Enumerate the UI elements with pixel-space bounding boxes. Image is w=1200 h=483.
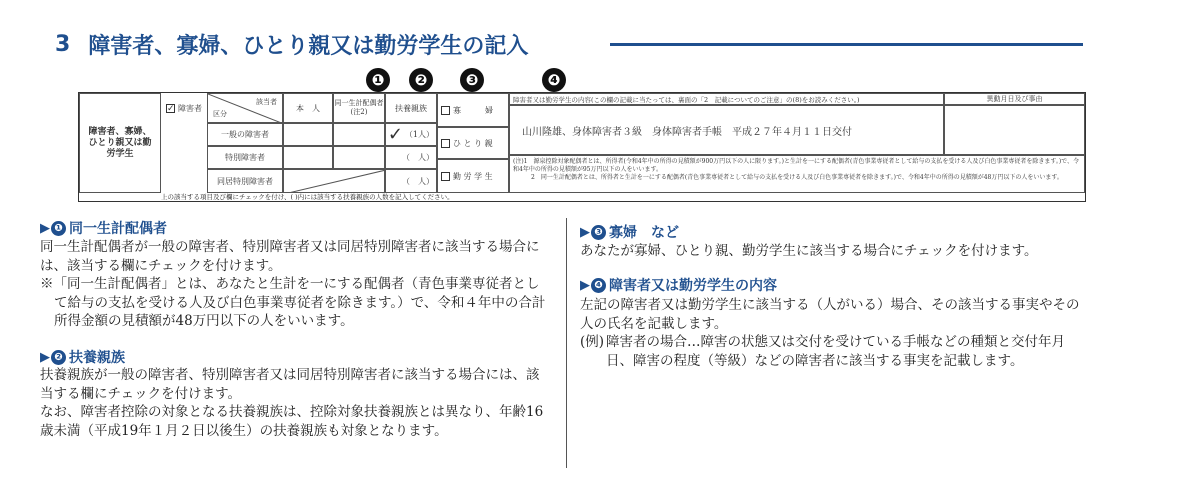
section-4-p2: 障害者の場合…障害の状態又は交付を受けている手帳などの種類と交付年月日、障害の程度（等級）などの障害者に該当する事実を記載します。 [606, 334, 1066, 369]
section-3-title [580, 222, 679, 242]
option-hitorioya-box [441, 139, 450, 148]
header-kubun: 区分 [213, 110, 227, 118]
badge-1: ❶ [51, 221, 66, 236]
fuyo-count-1: （1人） [404, 130, 434, 139]
heading-rule [610, 43, 1083, 46]
section-1-title [40, 218, 167, 238]
footnote-2: 2 同一生計配偶者とは、所得者と生計を一にする配偶者(青色事業専従者として給与の支払を受ける人及び白色事業専従者を除きます。)で、令和4年中の所得の見積額が48万円以下の人をいいます。 [531, 174, 1063, 181]
cell-fuyo-1[interactable] [385, 123, 437, 146]
row-ippan: 一般の障害者 [207, 123, 283, 146]
section-heading [55, 22, 528, 66]
triangle-icon: ▶ [40, 349, 50, 365]
section-2-title [40, 347, 125, 367]
option-kafu-label: 寡 婦 [453, 105, 493, 115]
option-kafu-box [441, 106, 450, 115]
section-4-title-text: 障害者又は勤労学生の内容 [609, 278, 777, 294]
cell-haigusha-1[interactable] [333, 123, 385, 146]
triangle-icon: ▶ [580, 224, 590, 240]
column-divider [566, 218, 567, 468]
content-header: 障害者又は勤労学生の内容(この欄の記載に当たっては、裏面の「2 記載についてのご注意」の(8)をお読みください。) [509, 93, 944, 105]
change-value[interactable] [944, 105, 1085, 155]
row-dokyo: 同居特別障害者 [207, 169, 283, 193]
bottom-note: 上の該当する項目及び欄にチェックを付け、( )内には該当する扶養親族の人数を記入してください。 [161, 193, 454, 201]
cell-honnin-haigusha-3 [283, 169, 385, 193]
triangle-icon: ▶ [580, 277, 590, 293]
section-1-title-text: 同一生計配偶者 [69, 221, 167, 237]
marker-4: ❹ [542, 68, 566, 92]
checkbox-mark [166, 104, 175, 113]
cell-fuyo-2[interactable] [385, 146, 437, 169]
header-haigusha: 同一生計配偶者(注2) [333, 93, 385, 123]
section-3-title-text: 寡婦 など [609, 225, 679, 241]
header-fuyo: 扶養親族 [385, 93, 437, 123]
fuyo-count-3: （ 人） [402, 176, 434, 186]
section-3-body [580, 242, 1100, 261]
section-2-p1: 扶養親族が一般の障害者、特別障害者又は同居特別障害者に該当する場合には、該当する欄にチェックを付けます。 [40, 367, 540, 402]
header-diagonal-cell [207, 93, 283, 123]
marker-3: ❸ [460, 68, 484, 92]
heading-title: 障害者、寡婦、ひとり親又は勤労学生の記入 [88, 33, 529, 59]
cell-fuyo-3[interactable] [385, 169, 437, 193]
declaration-form [78, 92, 1086, 202]
section-4-p1: 左記の障害者又は勤労学生に該当する（人がいる）場合、その該当する事実やその人の氏名を記載します。 [580, 297, 1080, 332]
marker-2: ❷ [409, 68, 433, 92]
section-2-p2: なお、障害者控除の対象となる扶養親族は、控除対象扶養親族とは異なり、年齢16歳未満（平成19年１月２日以後生）の扶養親族も対象となります。 [40, 404, 544, 439]
badge-4: ❹ [591, 278, 606, 293]
option-hitorioya-label: ひ と り 親 [453, 138, 493, 148]
cell-haigusha-2[interactable] [333, 146, 385, 169]
cell-honnin-1[interactable] [283, 123, 333, 146]
section-1-p1: 同一生計配偶者が一般の障害者、特別障害者又は同居特別障害者に該当する場合には、該当する欄にチェックを付けます。 [40, 239, 540, 274]
section-3-p1: あなたが寡婦、ひとり親、勤労学生に該当する場合にチェックを付けます。 [580, 243, 1038, 259]
content-value[interactable]: 山川隆雄、身体障害者３級 身体障害者手帳 平成２７年４月１１日交付 [509, 105, 944, 155]
disability-checkbox[interactable] [161, 93, 207, 123]
diagonal-line-2 [284, 170, 385, 193]
badge-2: ❷ [51, 350, 66, 365]
option-kafu[interactable] [437, 93, 509, 127]
header-honnin: 本 人 [283, 93, 333, 123]
option-kinro[interactable] [437, 159, 509, 193]
footnotes [509, 155, 1085, 193]
section-2-body [40, 366, 552, 440]
fuyo-count-2: （ 人） [402, 153, 434, 162]
option-kinro-box [441, 172, 450, 181]
marker-1: ❶ [366, 68, 390, 92]
section-1-body [40, 238, 552, 331]
triangle-icon: ▶ [40, 220, 50, 236]
checkbox-label: 障害者 [178, 103, 202, 113]
section-1-p2: ※「同一生計配偶者」とは、あなたと生計を一にする配偶者（青色事業専従者として給与の支払を受ける人及び白色事業専従者を除きます。）で、令和４年中の合計所得金額の見積額が48万円以下の人をいいます。 [40, 276, 546, 329]
section-2-title-text: 扶養親族 [69, 350, 125, 366]
check-mark: ✓ [387, 124, 403, 145]
section-4-body [580, 296, 1080, 370]
option-kinro-label: 勤 労 学 生 [453, 171, 493, 181]
footnote-1: (注)1 源泉控除対象配偶者とは、所得者(令和4年中の所得の見積額が900万円以下の人に限ります。)と生計を一にする配偶者(青色事業専従者として給与の支払を受ける人及び白色事業専従者を除きます。)で、令和4年中の所得の見積額が95万円以下の人をいいます。 [513, 158, 1080, 173]
section-4-example-prefix: (例) [580, 334, 605, 350]
header-gaitosha: 該当者 [256, 98, 277, 106]
row-label: 障害者、寡婦、ひとり親又は勤労学生 [79, 93, 161, 193]
option-hitorioya[interactable] [437, 127, 509, 159]
section-4-title [580, 275, 777, 295]
section-4-example [580, 333, 1080, 370]
row-tokubetsu: 特別障害者 [207, 146, 283, 169]
change-header: 異動月日及び事由 [944, 93, 1085, 105]
heading-number: 3 [55, 31, 71, 57]
cell-honnin-2[interactable] [283, 146, 333, 169]
badge-3: ❸ [591, 225, 606, 240]
